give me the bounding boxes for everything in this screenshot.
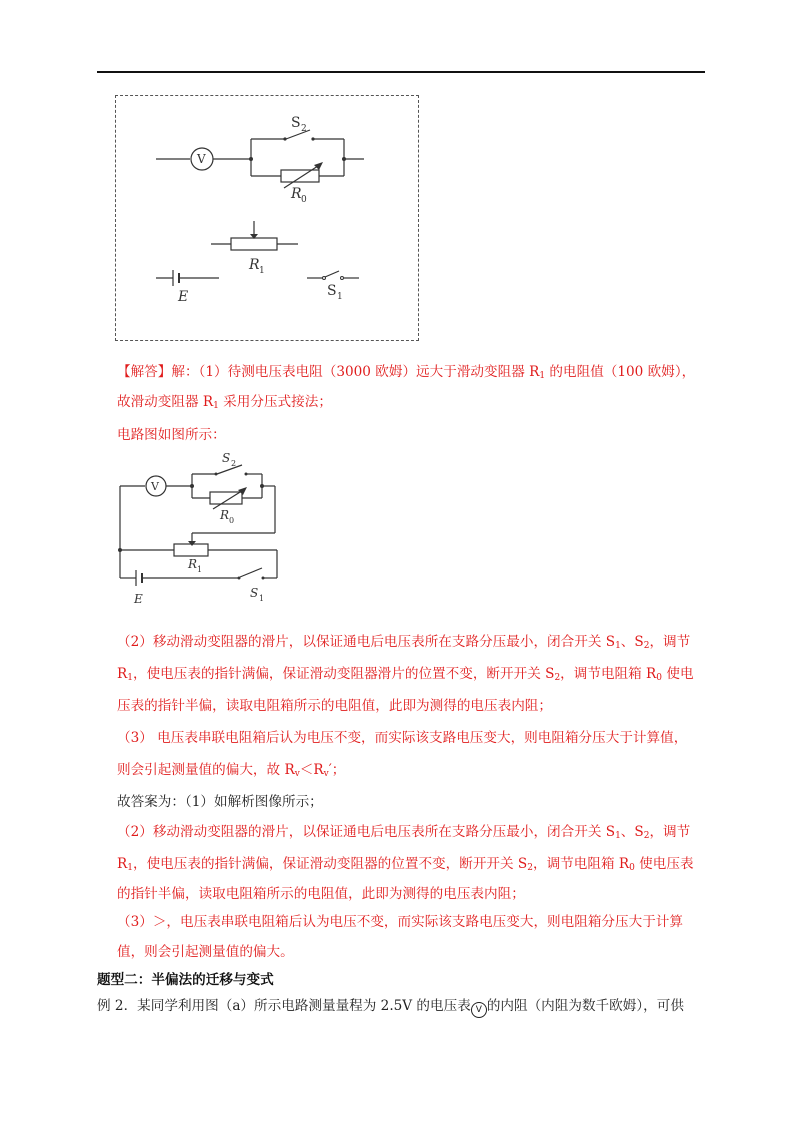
p2-1c: 、S	[620, 634, 644, 650]
f2-2f: 0	[629, 863, 635, 873]
voltmeter-label: V	[197, 152, 206, 166]
circuit-solution-svg	[112, 448, 292, 608]
circuit-solution-figure	[112, 448, 292, 608]
answer-line-3: 电路图如图所示：	[117, 427, 226, 443]
e-label: E	[178, 289, 189, 305]
fig2-voltmeter-label: V	[151, 480, 159, 493]
s2-label: S	[291, 115, 301, 131]
p3-2d: v	[323, 769, 329, 779]
s2-sub: 2	[301, 124, 307, 134]
final-answer-line-3	[117, 854, 694, 878]
fig2-s2-sub: 2	[231, 459, 237, 468]
answer-tag: 【解答】	[117, 364, 172, 380]
f2-2e: ，调节电阻箱 R	[532, 856, 630, 872]
answer-l1c: 的电阻值（100 欧姆），	[545, 364, 696, 380]
r1-sub: 1	[259, 266, 265, 276]
example-text-a: 例 2．某同学利用图（a）所示电路测量量程为 2.5V 的电压表	[97, 998, 471, 1014]
final-answer-line-2	[117, 822, 690, 846]
circuit-components-figure	[115, 95, 419, 341]
answer-l2b: 1	[213, 401, 219, 411]
answer-l1a: 解：（1）待测电压表电阻（3000 欧姆）远大于滑动变阻器 R	[171, 364, 540, 380]
p3-2c: ＜R	[299, 762, 324, 778]
p2-1a: （2）移动滑动变阻器的滑片，以保证通电后电压表所在支路分压最小，闭合开关 S	[117, 634, 616, 650]
r0-label: R	[291, 186, 302, 202]
final-answer-line-4: 的指针半偏，读取电阻箱所示的电阻值，此即为测得的电压表内阻；	[117, 886, 525, 902]
final-answer-line-1: 故答案为：（1）如解析图像所示；	[117, 794, 323, 810]
p2-1d: 2	[643, 641, 650, 651]
f2-2b: 1	[127, 863, 133, 873]
fig2-r1-label: R	[188, 557, 198, 571]
p3-2a: 则会引起测量值的偏大，故 R	[117, 762, 295, 778]
final-answer-line-5: （3）＞，电压表串联电阻箱后认为电压不变，而实际该支路电压变大，则电阻箱分压大于计算	[117, 914, 683, 930]
answer-part3-line-2	[117, 760, 345, 784]
f2-1d: 2	[643, 831, 650, 841]
r0-sub: 0	[301, 195, 307, 205]
p2-2c: ，使电压表的指针满偏，保证滑动变阻器滑片的位置不变，断开开关 S	[132, 666, 555, 682]
p2-2f: 0	[656, 673, 663, 683]
example-text-b: 的内阻（内阻为数千欧姆），可供	[486, 998, 684, 1014]
fig2-s1-label: S	[250, 586, 259, 600]
circuit-components-svg	[116, 96, 420, 342]
f2-2c: ，使电压表的指针满偏，保证滑动变阻器的位置不变，断开开关 S	[132, 856, 528, 872]
p3-2e: ′；	[328, 762, 346, 778]
final-answer-line-6: 值，则会引起测量值的偏大。	[117, 944, 294, 960]
p2-2b: 1	[127, 673, 133, 683]
answer-part2-line-3: 压表的指针半偏，读取电阻箱所示的电阻值，此即为测得的电压表内阻；	[117, 698, 552, 714]
header-rule	[97, 71, 705, 73]
f2-2g: 使电压表	[634, 856, 694, 872]
fig2-e-label: E	[134, 592, 143, 606]
fig2-r0-sub: 0	[229, 516, 235, 525]
f2-2d: 2	[527, 863, 533, 873]
p2-2a: R	[117, 666, 128, 682]
answer-line-2	[117, 392, 332, 416]
fig2-s1-sub: 1	[259, 594, 265, 603]
f2-1b: 1	[615, 831, 621, 841]
s1-label: S	[327, 283, 337, 299]
fig2-s2-label: S	[222, 451, 231, 465]
p2-2e: ，调节电阻箱 R	[560, 666, 657, 682]
r1-label: R	[249, 257, 260, 273]
p2-1b: 1	[615, 641, 621, 651]
answer-l1b: 1	[539, 371, 546, 381]
fig2-r0-label: R	[220, 508, 230, 522]
voltmeter-symbol: V	[471, 1002, 487, 1018]
answer-line-1	[117, 362, 695, 386]
answer-part3-line-1: （3） 电压表串联电阻箱后认为电压不变，而实际该支路电压变大，则电阻箱分压大于计算值，	[117, 730, 688, 746]
answer-l2c: 采用分压式接法；	[218, 394, 332, 410]
answer-l2a: 故滑动变阻器 R	[117, 394, 214, 410]
f2-2a: R	[117, 856, 128, 872]
answer-part2-line-1	[117, 632, 690, 656]
answer-part2-line-2	[117, 664, 694, 688]
f2-1e: ，调节	[649, 824, 691, 840]
p2-1e: ，调节	[649, 634, 691, 650]
example-2-line	[97, 996, 684, 1018]
s1-sub: 1	[337, 292, 343, 302]
f2-1c: 、S	[620, 824, 644, 840]
p3-2b: v	[294, 769, 300, 779]
section-heading: 题型二：半偏法的迁移与变式	[97, 972, 274, 988]
f2-1a: （2）移动滑动变阻器的滑片，以保证通电后电压表所在支路分压最小，闭合开关 S	[117, 824, 616, 840]
p2-2d: 2	[554, 673, 561, 683]
p2-2g: 使电	[662, 666, 694, 682]
fig2-r1-sub: 1	[197, 565, 203, 574]
